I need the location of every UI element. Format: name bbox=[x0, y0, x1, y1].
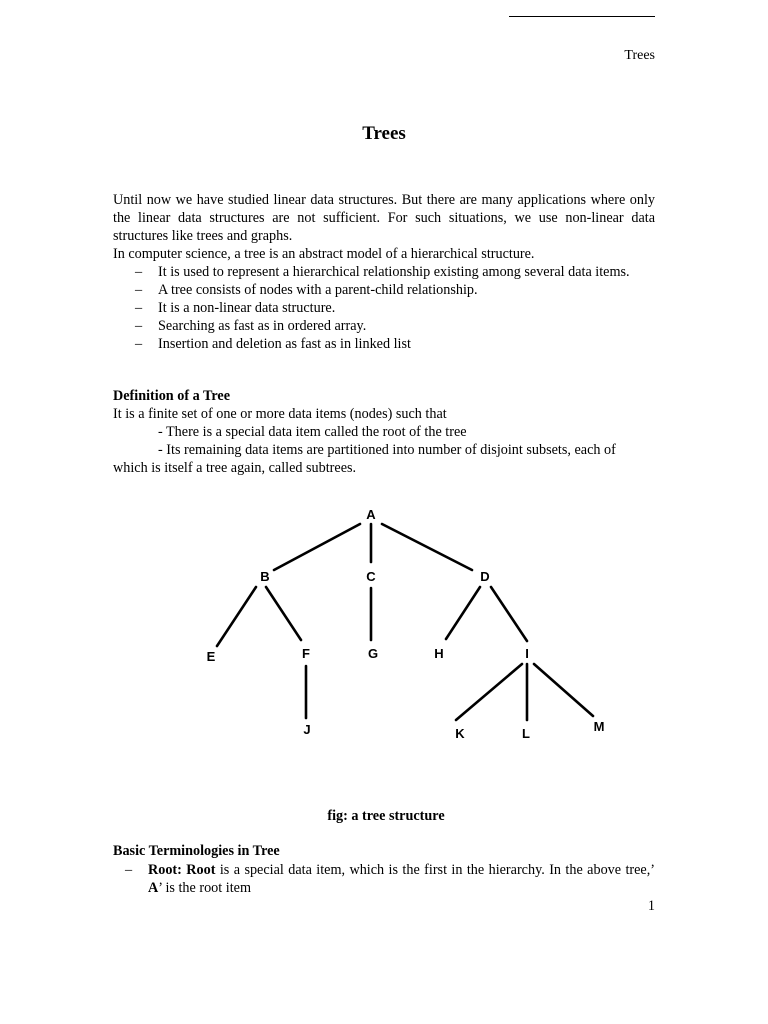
header-rule bbox=[509, 16, 655, 17]
dash-marker: – bbox=[135, 318, 143, 334]
term-root-item: A bbox=[148, 880, 159, 896]
dash-marker: – bbox=[135, 300, 143, 316]
node-e: E bbox=[206, 649, 216, 664]
definition-point-root: - There is a special data item called the root of the tree bbox=[158, 424, 467, 440]
dash-marker: – bbox=[125, 862, 133, 878]
intro-paragraph: Until now we have studied linear data structures. But there are many applications where only the linear data structures are not sufficient. For such situations, we use non-linear data structures like trees and graphs. bbox=[113, 192, 655, 244]
edge-b-f bbox=[266, 587, 301, 640]
node-b: B bbox=[260, 569, 270, 584]
node-d: D bbox=[480, 569, 490, 584]
node-l: L bbox=[522, 726, 530, 741]
definition-point-subtrees-cont: which is itself a tree again, called subtrees. bbox=[113, 460, 357, 476]
edge-d-i bbox=[491, 587, 527, 641]
list-item: – It is used to represent a hierarchical relationship existing among several data items. bbox=[135, 264, 630, 280]
node-f: F bbox=[302, 646, 310, 661]
intro-section bbox=[113, 191, 655, 353]
node-c: C bbox=[366, 569, 376, 584]
list-item: – It is a non-linear data structure. bbox=[135, 300, 336, 316]
edge-a-b bbox=[274, 524, 360, 570]
definition-lead: It is a finite set of one or more data items (nodes) such that bbox=[113, 406, 447, 422]
page-number: 1 bbox=[647, 898, 655, 914]
edge-a-d bbox=[382, 524, 472, 570]
definition-section bbox=[113, 387, 655, 477]
edge-b-e bbox=[217, 587, 256, 646]
figure-caption: fig: a tree structure bbox=[327, 808, 445, 824]
tree-diagram bbox=[190, 498, 620, 748]
list-item: – A tree consists of nodes with a parent-child relationship. bbox=[135, 282, 478, 298]
dash-marker: – bbox=[135, 336, 143, 352]
node-h: H bbox=[434, 646, 444, 661]
dash-marker: – bbox=[135, 282, 143, 298]
definition-heading: Definition of a Tree bbox=[113, 388, 231, 404]
definition-point-subtrees: - Its remaining data items are partitioned into number of disjoint subsets, each of bbox=[158, 442, 616, 458]
node-i: I bbox=[525, 646, 529, 661]
intro-bullet-list bbox=[113, 263, 655, 353]
intro-paragraph-2: In computer science, a tree is an abstract model of a hierarchical structure. bbox=[113, 246, 535, 262]
term-root-label: Root: Root bbox=[148, 862, 216, 878]
running-head: Trees bbox=[624, 48, 655, 63]
terminology-list bbox=[113, 861, 655, 897]
node-j: J bbox=[303, 722, 311, 737]
edge-i-k bbox=[456, 664, 522, 720]
edge-i-m bbox=[534, 664, 593, 716]
node-g: G bbox=[367, 646, 379, 661]
list-item: – Insertion and deletion as fast as in linked list bbox=[135, 336, 411, 352]
terminology-heading: Basic Terminologies in Tree bbox=[113, 843, 280, 859]
node-m: M bbox=[593, 719, 605, 734]
node-k: K bbox=[455, 726, 465, 741]
dash-marker: – bbox=[135, 264, 143, 280]
list-item: – Root: Root is a special data item, which is the first in the hierarchy. In the above tree,’ A’ is the root item bbox=[125, 862, 655, 896]
edge-d-h bbox=[446, 587, 480, 639]
terminology-section bbox=[113, 842, 655, 897]
list-item: – Searching as fast as in ordered array. bbox=[135, 318, 367, 334]
page-title: Trees bbox=[362, 123, 406, 144]
node-a: A bbox=[366, 507, 376, 522]
